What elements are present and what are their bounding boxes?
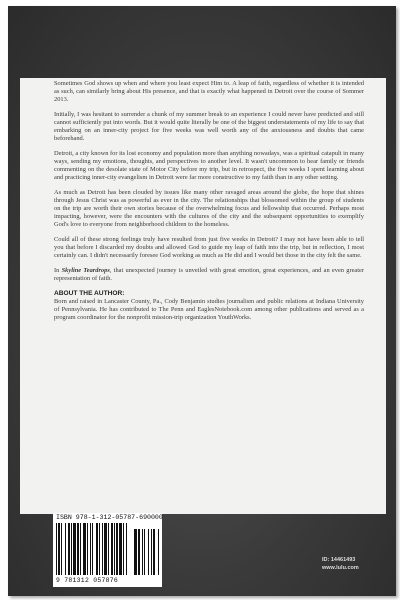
publisher-info	[322, 556, 359, 572]
paragraph-1: Sometimes God shows up when and where you least expect Him to. A leap of faith, regardless of whether it is intended as such, can similarly bring about His presence, and that is exactly what happened in Detroit over the course of Sommer 2013.	[54, 80, 364, 103]
about-author-body: Born and raised in Lancaster County, Pa., Cody Benjamin studies journalism and public relations at Indiana University of Pennsylvania. He has contributed to The Penn and EaglesNotebook.com among other publications and served as a program coordinator for the nonprofit mission-trip organization YouthWorks.	[54, 298, 364, 322]
isbn-barcode	[53, 513, 162, 587]
about-author-heading: ABOUT THE AUTHOR:	[54, 290, 125, 298]
book-title: Skyline Teardrops	[61, 267, 110, 275]
barcode-number: 9 781312 057876	[56, 577, 119, 584]
paragraph-4: As much as Detroit has been clouded by issues like many other ravaged areas around the globe, the hope that shines through Jesus Christ was as powerful as ever in the city. The relationships that blossomed within the group of students on the trip are worth their own stories because of the overwhelming focus and fellowship that occurred. Perhaps most impacting, however, were the encounters with the cultures of the city and the subsequent opportunities to exemplify God's love to everyone from neighborhood children to the homeless.	[54, 189, 364, 228]
isbn-label: ISBN 978-1-312-05787-6	[56, 514, 144, 521]
paragraph-3: Detroit, a city known for its lost economy and population more than anything nowadays, was a spiritual catapult in many ways, sending my emotions, thoughts, and perspectives to another level. It wasn't uncommon to hear family or friends commenting on the desolate state of Motor City before my trip, but in retrospect, the five weeks I spent learning about and practicing inner-city evangelism in Detroit were far more constructive to my faith than in any other setting.	[54, 150, 364, 181]
isbn-top-row	[56, 514, 163, 521]
closing-paragraph	[54, 267, 364, 283]
blurb-text	[54, 80, 364, 322]
closing-before: In	[54, 267, 62, 275]
publisher-url: www.lulu.com	[322, 565, 359, 571]
paragraph-5: Could all of these strong feelings truly have resulted from just five weeks in Detroit? I may not have been able to tell you that before I discarded my doubts and allowed God to guide my leap of faith into the trip, but in reflection, I most certainly can. I didn't necessarily foresee God working as much as He did and I would bet those in the city felt the same.	[54, 236, 364, 259]
barcode-bars	[56, 523, 160, 577]
closing-after: , that unexpected journey is unveiled with great emotion, great experiences, and an even greater representation of faith.	[54, 267, 364, 283]
paragraph-2: Initially, I was hesitant to surrender a chunk of my summer break to an experience I could never have predicted and still cannot sufficiently put into words. But it would quite literally be one of the biggest understatements of my life to say that embarking on an inner-city project for five weeks was well worth any of the anxiousness and doubts that came beforehand.	[54, 111, 364, 142]
price-code: 90000	[143, 514, 163, 521]
publisher-id: ID: 14461493	[322, 557, 356, 563]
